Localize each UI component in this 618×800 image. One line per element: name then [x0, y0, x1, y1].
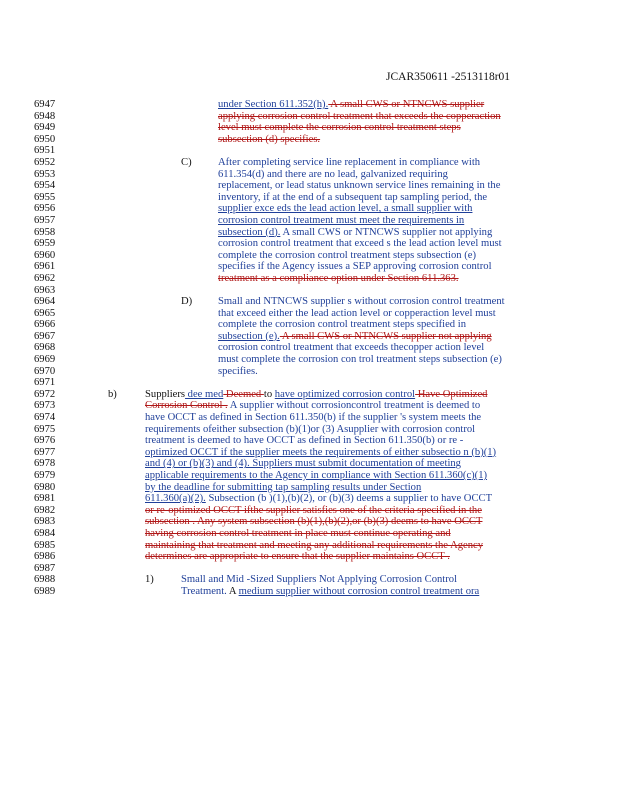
deleted-text: applying corrosion control treatment that exceeds the copperaction — [218, 110, 501, 122]
document-body — [0, 99, 618, 598]
inserted-text: subsection (d). — [218, 226, 281, 238]
line-text — [218, 342, 484, 354]
line-number: 6976 — [34, 435, 56, 447]
line-number: 6979 — [34, 470, 56, 481]
line-text — [145, 424, 475, 436]
line-number: 6967 — [34, 330, 56, 342]
line-number: 6949 — [34, 122, 56, 134]
line-number: 6966 — [34, 319, 56, 331]
line-text — [218, 261, 492, 273]
line-number: 6969 — [34, 354, 56, 366]
inserted-text: A small CWS or NTNCWS supplier not applying — [280, 226, 493, 238]
inserted-text: dee med — [185, 388, 224, 400]
line-text — [145, 528, 451, 540]
line-text — [218, 319, 466, 331]
inserted-text: 611.360(a)(2). — [145, 493, 206, 505]
document-line — [0, 574, 618, 586]
inserted-text: specifies. — [218, 365, 258, 377]
line-number: 6961 — [34, 261, 56, 273]
inserted-text: corrosion control treatment that exceeds thecopper action level — [218, 342, 485, 354]
deleted-text: maintaining that treatment and meeting any additional requirements the Agency — [145, 539, 484, 551]
document-line — [0, 377, 618, 389]
line-text — [218, 366, 258, 378]
line-number: 6974 — [34, 412, 56, 424]
inserted-text: After completing service line replacement in compliance with — [218, 156, 481, 168]
inserted-text: corrosion control treatment that exceed s the lead action level must — [218, 238, 502, 250]
document-line — [0, 540, 618, 552]
line-number: 6985 — [34, 539, 56, 551]
line-text — [145, 551, 450, 563]
inserted-text: medium supplier without corrosion control treatment ora — [238, 585, 480, 597]
line-number: 6981 — [34, 493, 56, 505]
line-number: 6989 — [34, 585, 56, 597]
document-line — [0, 412, 618, 424]
line-number: 6955 — [34, 191, 56, 203]
document-line — [0, 111, 618, 123]
line-number: 6965 — [34, 307, 56, 319]
section-label: 1) — [145, 574, 154, 586]
text-segment: A — [226, 585, 239, 597]
inserted-text: Small and Mid -Sized Suppliers Not Applying Corrosion Control — [181, 574, 458, 586]
text-segment: Suppliers — [145, 388, 186, 400]
document-line — [0, 331, 618, 343]
line-text — [218, 215, 464, 227]
document-line — [0, 366, 618, 378]
line-number: 6951 — [34, 145, 56, 157]
inserted-text: by the deadline for submitting tap sampling results under Section — [145, 481, 422, 493]
line-number: 6953 — [34, 168, 56, 180]
line-text — [218, 308, 496, 320]
inserted-text: Subsection (b )(1),(b)(2), or (b)(3) deems a supplier to have OCCT — [205, 493, 493, 505]
line-number: 6960 — [34, 249, 56, 261]
document-line — [0, 238, 618, 250]
inserted-text: applicable requirements to the Agency in compliance with Section 611.360(c)(1) — [145, 470, 488, 481]
deleted-text: having corrosion control treatment in place must continue operating and — [145, 527, 451, 539]
line-text — [218, 250, 476, 262]
line-number: 6972 — [34, 388, 56, 400]
line-number: 6957 — [34, 214, 56, 226]
inserted-text: Treatment. — [181, 585, 227, 597]
document-line — [0, 134, 618, 146]
inserted-text: must complete the corrosion con trol treatment steps subsection (e) — [218, 354, 502, 366]
line-text — [218, 157, 480, 169]
document-line — [0, 400, 618, 412]
deleted-text: A small CWS or NTNCWS supplier not applying — [279, 330, 492, 342]
document-line — [0, 458, 618, 470]
line-number: 6977 — [34, 446, 56, 458]
line-text — [145, 540, 483, 552]
line-number: 6982 — [34, 504, 56, 516]
line-number: 6988 — [34, 574, 56, 586]
document-line — [0, 551, 618, 563]
document-line — [0, 528, 618, 540]
deleted-text: level must complete the corrosion control treatment steps — [218, 122, 461, 134]
line-number: 6968 — [34, 342, 56, 354]
line-number: 6958 — [34, 226, 56, 238]
line-text — [218, 227, 492, 239]
inserted-text: specifies if the Agency issues a SEP approving corrosion control — [218, 261, 492, 273]
deleted-text: treatment as a compliance option under Section 611.363. — [218, 272, 459, 284]
line-number: 6978 — [34, 458, 56, 470]
line-number: 6956 — [34, 203, 56, 215]
document-line — [0, 424, 618, 436]
document-line — [0, 192, 618, 204]
document-line — [0, 435, 618, 447]
line-text — [145, 493, 492, 505]
line-text — [218, 111, 501, 123]
line-number: 6963 — [34, 284, 56, 296]
document-line — [0, 122, 618, 134]
line-text — [218, 169, 448, 181]
section-label: C) — [181, 156, 192, 168]
deleted-text: or re-optimized OCCT ifthe supplier satisfies one of the criteria specified in the — [145, 504, 482, 516]
inserted-text: complete the corrosion control treatment steps specified in — [218, 319, 466, 331]
inserted-text: and (4) or (b)(3) and (4). Suppliers must submit documentation of meeting — [145, 458, 461, 470]
line-text — [145, 435, 463, 447]
document-id: JCAR350611 -2513118r01 — [386, 71, 511, 83]
line-text — [218, 238, 502, 250]
line-number: 6983 — [34, 516, 56, 528]
inserted-text: requirements ofeither subsection (b)(1)or (3) Asupplier with corrosion control — [145, 423, 476, 435]
document-line — [0, 180, 618, 192]
line-number: 6959 — [34, 238, 56, 250]
document-line — [0, 447, 618, 459]
line-number: 6980 — [34, 481, 56, 493]
line-text — [181, 574, 457, 586]
line-text — [145, 482, 421, 494]
document-line — [0, 157, 618, 169]
document-line — [0, 493, 618, 505]
line-number: 6950 — [34, 133, 56, 145]
line-number: 6973 — [34, 400, 56, 412]
line-text — [181, 586, 479, 598]
document-line — [0, 296, 618, 308]
line-text — [145, 389, 487, 401]
deleted-text: Corrosion Control . — [145, 400, 228, 412]
section-label: b) — [108, 388, 117, 400]
inserted-text: subsection (e). — [218, 330, 280, 342]
line-number: 6971 — [34, 377, 56, 389]
line-text — [145, 458, 461, 470]
line-text — [218, 273, 459, 285]
line-number: 6975 — [34, 423, 56, 435]
deleted-text: A small CWS or NTNCWS supplier — [328, 99, 485, 110]
line-text — [145, 412, 481, 424]
document-line — [0, 261, 618, 273]
line-text — [218, 134, 320, 146]
document-line — [0, 354, 618, 366]
document-line — [0, 215, 618, 227]
line-number: 6962 — [34, 272, 56, 284]
document-line — [0, 203, 618, 215]
line-text — [145, 470, 487, 482]
line-text — [145, 516, 482, 528]
deleted-text: Deemed — [223, 388, 264, 400]
document-line — [0, 227, 618, 239]
line-text — [218, 99, 484, 111]
line-text — [218, 122, 461, 134]
line-number: 6948 — [34, 110, 56, 122]
line-text — [145, 400, 480, 412]
line-text — [218, 354, 502, 366]
line-number: 6987 — [34, 562, 56, 574]
line-number: 6964 — [34, 296, 56, 308]
inserted-text: A supplier without corrosioncontrol treatment is deemed to — [227, 400, 481, 412]
document-line — [0, 308, 618, 320]
inserted-text: optimized OCCT if the supplier meets the requirements of either subsectio n (b)(1) — [145, 446, 497, 458]
deleted-text: Have Optimized — [415, 388, 488, 400]
line-number: 6947 — [34, 99, 56, 110]
line-text — [145, 447, 496, 459]
line-number: 6954 — [34, 180, 56, 192]
document-line — [0, 169, 618, 181]
inserted-text: corrosion control treatment must meet the requirements in — [218, 214, 465, 226]
document-line — [0, 342, 618, 354]
inserted-text: that exceed either the lead action level or copperaction level must — [218, 307, 496, 319]
document-line — [0, 250, 618, 262]
inserted-text: Small and NTNCWS supplier s without corrosion control treatment — [218, 296, 505, 308]
document-line — [0, 586, 618, 598]
line-text — [218, 331, 492, 343]
line-text — [218, 180, 500, 192]
document-line — [0, 470, 618, 482]
line-text — [145, 505, 482, 517]
document-line — [0, 99, 618, 111]
line-number: 6952 — [34, 156, 56, 168]
document-line — [0, 389, 618, 401]
inserted-text: treatment is deemed to have OCCT as defined in Section 611.350(b) or re - — [145, 435, 464, 447]
document-line — [0, 516, 618, 528]
inserted-text: have optimized corrosion control — [274, 388, 416, 400]
document-line — [0, 285, 618, 297]
document-line — [0, 563, 618, 575]
line-number: 6984 — [34, 527, 56, 539]
inserted-text: supplier exce eds the lead action level, a small supplier with — [218, 203, 473, 215]
text-segment: to — [263, 388, 275, 400]
inserted-text: replacement, or lead status unknown service lines remaining in the — [218, 180, 501, 192]
line-text — [218, 296, 505, 308]
deleted-text: determines are appropriate to ensure that the supplier maintains OCCT . — [145, 551, 450, 563]
inserted-text: complete the corrosion control treatment steps subsection (e) — [218, 249, 476, 261]
line-number: 6970 — [34, 365, 56, 377]
document-line — [0, 273, 618, 285]
inserted-text: 611.354(d) and there are no lead, galvanized requiring — [218, 168, 448, 180]
deleted-text: subsection . Any system subsection (b)(1),(b)(2),or (b)(3) deems to have OCCT — [145, 516, 483, 528]
line-number: 6986 — [34, 551, 56, 563]
inserted-text: inventory, if at the end of a subsequent tap sampling period, the — [218, 191, 488, 203]
document-line — [0, 482, 618, 494]
inserted-text: have OCCT as defined in Section 611.350(b) if the supplier 's system meets the — [145, 412, 482, 424]
deleted-text: subsection (d) specifies. — [218, 133, 321, 145]
document-line — [0, 319, 618, 331]
inserted-text: under Section 611.352(h). — [218, 99, 329, 110]
document-line — [0, 505, 618, 517]
section-label: D) — [181, 296, 193, 308]
document-line — [0, 145, 618, 157]
line-text — [218, 203, 472, 215]
line-text — [218, 192, 487, 204]
